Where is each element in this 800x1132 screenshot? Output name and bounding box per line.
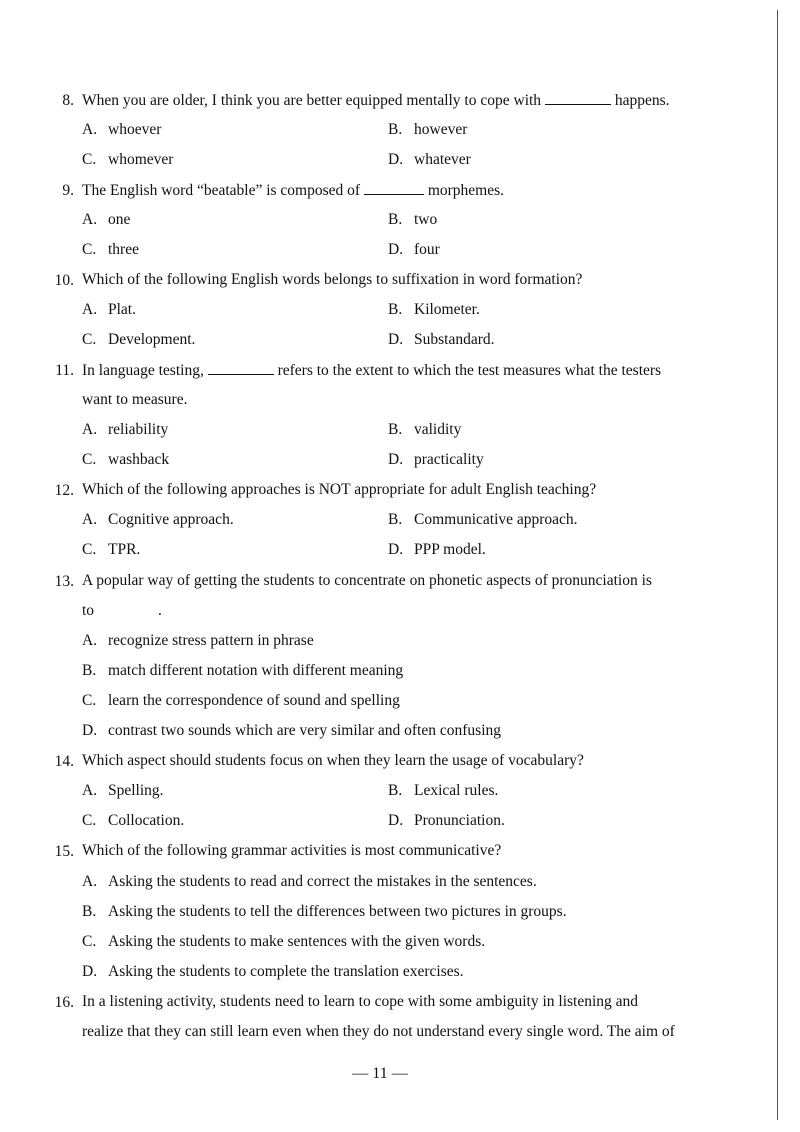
option-letter: A. (82, 301, 98, 318)
option-text: Asking the students to make sentences with the given words. (108, 933, 486, 950)
question-number: 9. (62, 182, 74, 199)
question-stem: Which aspect should students focus on when they learn the usage of vocabulary? (82, 752, 584, 769)
option-c (82, 693, 400, 709)
option-letter: A. (82, 421, 98, 438)
option-text: Spelling. (108, 782, 164, 799)
option-text: whoever (108, 121, 162, 138)
option-a (82, 302, 136, 318)
option-b (388, 512, 578, 528)
option-letter: B. (388, 782, 403, 799)
option-letter: D. (388, 151, 404, 168)
option-letter: B. (388, 211, 403, 228)
stem-part: refers to the extent to which the test measures what the testers (277, 362, 662, 379)
stem-part: In language testing, (82, 362, 204, 379)
option-letter: C. (82, 241, 97, 258)
option-letter: D. (388, 541, 404, 558)
option-c (82, 332, 195, 348)
option-text: recognize stress pattern in phrase (108, 632, 314, 649)
margin-rule (777, 10, 778, 1120)
option-text: Development. (108, 331, 196, 348)
option-text: Plat. (108, 301, 136, 318)
option-letter: D. (388, 241, 404, 258)
option-text: however (414, 121, 468, 138)
option-d (388, 542, 486, 558)
option-text: Collocation. (108, 812, 185, 829)
option-letter: D. (388, 451, 404, 468)
option-text: practicality (414, 451, 484, 468)
option-d (388, 332, 495, 348)
option-c (82, 242, 139, 258)
option-letter: B. (388, 421, 403, 438)
option-b (388, 212, 437, 228)
question-number: 16. (54, 994, 74, 1011)
option-text: four (414, 241, 440, 258)
option-letter: D. (388, 331, 404, 348)
option-a (82, 874, 537, 890)
option-text: whatever (414, 151, 471, 168)
stem-part: When you are older, I think you are better equipped mentally to cope with (82, 92, 542, 109)
option-letter: C. (82, 812, 97, 829)
option-text: validity (414, 421, 462, 438)
stem-part: happens. (614, 92, 670, 109)
question-stem (82, 362, 661, 379)
answer-blank (208, 362, 274, 375)
option-letter: B. (388, 511, 403, 528)
option-text: contrast two sounds which are very similar and often confusing (108, 722, 502, 739)
question-stem: Which of the following approaches is NOT appropriate for adult English teaching? (82, 481, 597, 498)
question-stem-continued: realize that they can still learn even when they do not understand every single word. The aim of (82, 1023, 675, 1040)
option-d (388, 242, 440, 258)
answer-blank (364, 182, 424, 195)
option-d (82, 964, 464, 980)
option-text: whomever (108, 151, 174, 168)
option-letter: A. (82, 121, 98, 138)
option-letter: D. (82, 722, 98, 739)
option-a (82, 633, 314, 649)
option-letter: C. (82, 151, 97, 168)
option-letter: D. (82, 963, 98, 980)
option-text: TPR. (108, 541, 141, 558)
option-letter: C. (82, 451, 97, 468)
stem-part: The English word “beatable” is composed of (82, 182, 361, 199)
option-letter: D. (388, 812, 404, 829)
option-letter: B. (388, 121, 403, 138)
option-a (82, 122, 161, 138)
option-c (82, 813, 184, 829)
option-a (82, 212, 130, 228)
option-text: Cognitive approach. (108, 511, 234, 528)
question-number: 14. (54, 753, 74, 770)
option-text: Asking the students to read and correct the mistakes in the sentences. (108, 873, 537, 890)
option-letter: C. (82, 933, 97, 950)
option-text: match different notation with different meaning (108, 662, 404, 679)
option-text: two (414, 211, 438, 228)
option-text: reliability (108, 421, 169, 438)
option-a (82, 512, 234, 528)
option-a (82, 422, 168, 438)
option-b (388, 422, 461, 438)
option-text: PPP model. (414, 541, 486, 558)
option-letter: A. (82, 782, 98, 799)
option-text: Communicative approach. (414, 511, 578, 528)
option-d (82, 723, 501, 739)
option-b (82, 663, 403, 679)
question-stem: Which of the following English words belongs to suffixation in word formation? (82, 271, 583, 288)
question-stem: In a listening activity, students need to learn to cope with some ambiguity in listening and (82, 993, 639, 1010)
stem-part: morphemes. (427, 182, 505, 199)
option-text: Kilometer. (414, 301, 480, 318)
question-number: 15. (54, 843, 74, 860)
question-stem: A popular way of getting the students to concentrate on phonetic aspects of pronunciation is (82, 572, 652, 589)
option-c (82, 152, 173, 168)
option-letter: B. (82, 903, 97, 920)
option-b (388, 122, 467, 138)
answer-blank (545, 92, 611, 105)
option-letter: A. (82, 632, 98, 649)
option-d (388, 452, 484, 468)
option-letter: C. (82, 541, 97, 558)
question-stem: Which of the following grammar activities is most communicative? (82, 842, 502, 859)
option-letter: B. (82, 662, 97, 679)
option-text: Pronunciation. (414, 812, 505, 829)
option-letter: B. (388, 301, 403, 318)
page-number: — 11 — (352, 1065, 408, 1082)
question-stem (82, 182, 504, 199)
option-text: learn the correspondence of sound and spelling (108, 692, 400, 709)
option-b (388, 783, 498, 799)
option-letter: C. (82, 331, 97, 348)
option-d (388, 813, 505, 829)
stem-part: to (82, 602, 95, 619)
option-letter: A. (82, 511, 98, 528)
option-c (82, 452, 169, 468)
option-letter: C. (82, 692, 97, 709)
option-letter: A. (82, 211, 98, 228)
option-text: Asking the students to complete the translation exercises. (108, 963, 464, 980)
option-text: Substandard. (414, 331, 495, 348)
question-number: 8. (62, 92, 74, 109)
question-number: 10. (54, 272, 74, 289)
option-text: Lexical rules. (414, 782, 499, 799)
option-c (82, 542, 140, 558)
question-number: 11. (55, 362, 74, 379)
question-stem-continued: want to measure. (82, 391, 188, 408)
option-text: Asking the students to tell the differences between two pictures in groups. (108, 903, 567, 920)
stem-period: . (157, 602, 162, 619)
question-number: 12. (54, 482, 74, 499)
option-text: three (108, 241, 139, 258)
option-a (82, 783, 164, 799)
option-letter: A. (82, 873, 98, 890)
question-stem (82, 92, 669, 109)
question-stem-continued (82, 603, 162, 619)
option-b (388, 302, 480, 318)
question-number: 13. (54, 573, 74, 590)
option-c (82, 934, 485, 950)
option-text: washback (108, 451, 170, 468)
option-text: one (108, 211, 131, 228)
option-d (388, 152, 471, 168)
option-b (82, 904, 567, 920)
